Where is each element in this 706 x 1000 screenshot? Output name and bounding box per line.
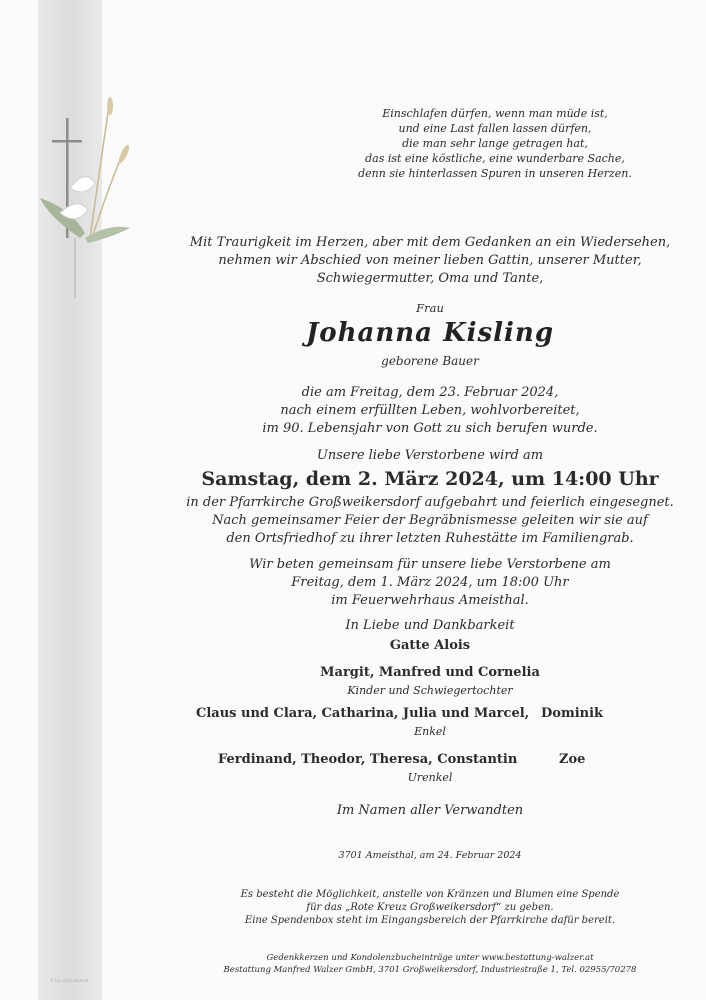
closing: In Liebe und Dankbarkeit <box>345 618 515 633</box>
funeral-details <box>180 494 680 548</box>
death-info-line: die am Freitag, dem 23. Februar 2024, <box>301 385 559 400</box>
prayer-info <box>180 556 680 610</box>
great-grandchildren-role: Urenkel <box>407 771 453 784</box>
donation-note <box>180 888 680 927</box>
place-date: 3701 Ameisthal, am 24. Februar 2024 <box>338 850 522 861</box>
footer-line: Gedenkkerzen und Kondolenzbucheinträge unter www.bestattung-walzer.at <box>266 953 594 963</box>
relatives: Im Namen aller Verwandten <box>336 803 524 818</box>
funeral-details-line: Nach gemeinsamer Feier der Begräbnismesse geleiten wir sie auf <box>212 513 648 528</box>
grandchildren: Claus und Clara, Catharina, Julia und Marcel, <box>196 706 530 721</box>
prayer-line: Wir beten gemeinsam für unsere liebe Verstorbene am <box>249 557 611 572</box>
grandchild-extra: Dominik <box>541 706 604 721</box>
grandchildren-role: Enkel <box>414 725 446 738</box>
deceased-name: Johanna Kisling <box>305 318 555 348</box>
cross-and-lily-icon <box>30 88 150 308</box>
intro-line: nehmen wir Abschied von meiner lieben Gattin, unserer Mutter, <box>218 253 642 268</box>
salutation: Frau <box>416 301 444 315</box>
children: Margit, Manfred und Cornelia <box>320 665 540 680</box>
poem-line: das ist eine köstliche, eine wunderbare Sache, <box>365 152 625 165</box>
funeral-details-line: den Ortsfriedhof zu ihrer letzten Ruhestätte im Familiengrab. <box>226 531 634 546</box>
children-role: Kinder und Schwiegertochter <box>347 684 513 697</box>
death-info <box>180 384 680 438</box>
funeral-details-line: in der Pfarrkirche Großweikersdorf aufgebahrt und feierlich eingesegnet. <box>186 495 674 510</box>
death-info-line: nach einem erfüllten Leben, wohlvorbereitet, <box>280 403 580 418</box>
poem-line: die man sehr lange getragen hat, <box>402 137 588 150</box>
intro-line: Schwiegermutter, Oma und Tante, <box>316 271 544 286</box>
great-grandchild-extra: Zoe <box>559 752 586 767</box>
intro-text <box>180 234 680 288</box>
poem-line: und eine Last fallen lassen dürfen, <box>398 122 592 135</box>
funeral-date: Samstag, dem 2. März 2024, um 14:00 Uhr <box>201 468 659 490</box>
spouse: Gatte Alois <box>389 638 471 653</box>
footer-line: Bestattung Manfred Walzer GmbH, 3701 Großweikersdorf, Industriestraße 1, Tel. 02955/70278 <box>223 965 637 975</box>
great-grandchildren: Ferdinand, Theodor, Theresa, Constantin <box>218 752 518 767</box>
footer <box>180 952 680 976</box>
intro-line: Mit Traurigkeit im Herzen, aber mit dem Gedanken an ein Wiedersehen, <box>189 235 671 250</box>
poem-line: denn sie hinterlassen Spuren in unseren Herzen. <box>358 167 632 180</box>
donation-line: Eine Spendenbox steht im Eingangsbereich der Pfarrkirche dafür bereit. <box>244 915 616 926</box>
poem <box>330 106 660 181</box>
copyright: © by Lösch Austria <box>50 978 89 983</box>
donation-line: für das „Rote Kreuz Großweikersdorf“ zu geben. <box>306 902 554 913</box>
funeral-intro: Unsere liebe Verstorbene wird am <box>316 448 544 463</box>
prayer-line: Freitag, dem 1. März 2024, um 18:00 Uhr <box>291 575 569 590</box>
death-info-line: im 90. Lebensjahr von Gott zu sich berufen wurde. <box>262 421 598 436</box>
prayer-line: im Feuerwehrhaus Ameisthal. <box>331 593 529 608</box>
birth-name: geborene Bauer <box>381 354 479 368</box>
donation-line: Es besteht die Möglichkeit, anstelle von Kränzen und Blumen eine Spende <box>240 889 620 900</box>
poem-line: Einschlafen dürfen, wenn man müde ist, <box>382 107 608 120</box>
